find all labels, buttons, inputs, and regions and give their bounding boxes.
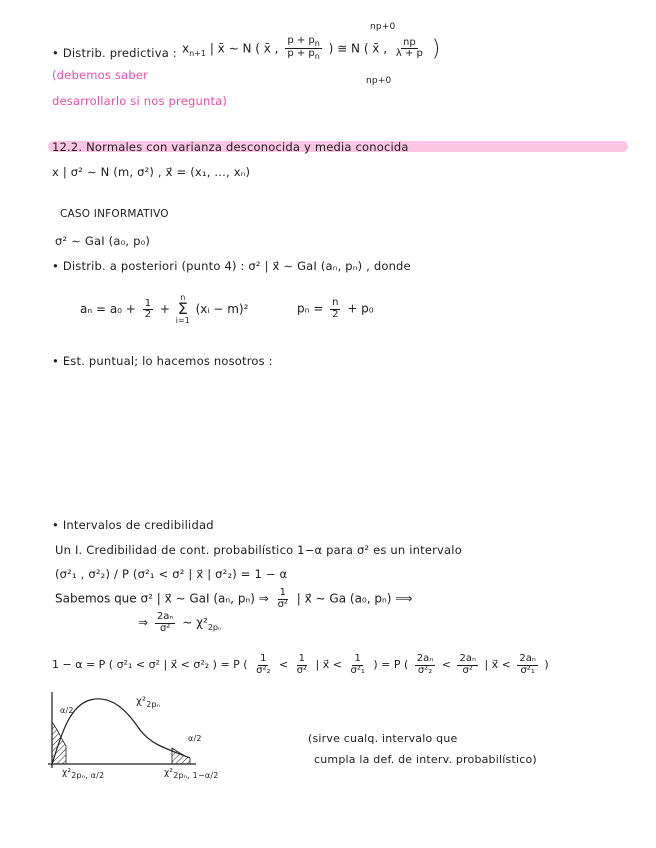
pf2-num: 1 — [298, 653, 306, 664]
pf3-den: σ²₁ — [350, 664, 365, 676]
pf2-den: σ² — [296, 664, 308, 676]
half-num: 1 — [144, 297, 152, 309]
predictive-label: • Distrib. predictiva : — [52, 46, 177, 60]
model-line: x | σ² ∼ N (m, σ²) , x⃗ = (x₁, ..., xₙ) — [52, 165, 251, 179]
pg1-num: 2aₙ — [416, 653, 434, 664]
left-tail-label: α/2 — [60, 706, 74, 715]
prior-line: σ² ∼ GaI (a₀, p₀) — [55, 234, 151, 248]
prob-lt-1: < — [278, 658, 289, 671]
pf3-num: 1 — [354, 653, 361, 664]
interval-definition-1: Un I. Credibilidad de cont. probabilístico 1−α para σ² es un intervalo — [55, 543, 462, 557]
pn-lhs: pₙ = — [297, 301, 324, 316]
frac-num-sub: n — [314, 39, 320, 48]
pn-rhs: + p₀ — [347, 301, 374, 316]
half-den: 2 — [144, 309, 152, 321]
pf1-num: 1 — [260, 653, 267, 664]
sabemos-rest: | x⃗ ∼ Ga (a₀, pₙ) ⟹ — [296, 591, 413, 606]
inverse-num: 1 — [279, 587, 286, 598]
np-annotation-bottom: np+0 — [366, 76, 392, 86]
chi-den: σ² — [159, 622, 171, 634]
x-var: x — [182, 41, 190, 56]
approx-num: np — [403, 36, 416, 48]
np-annotation-top: np+0 — [370, 22, 396, 32]
curve-label-sub: 2pₙ — [146, 700, 161, 709]
x-right-text: χ² — [164, 768, 174, 778]
pn-num: n — [332, 297, 339, 308]
x-left-text: χ² — [62, 768, 72, 778]
prob-lhs: 1 − α = P ( σ²₁ < σ² | x⃗ < σ²₂ ) = P ( — [52, 658, 248, 671]
interval-definition-2: (σ²₁ , σ²₂) / P (σ²₁ < σ² | x⃗ | σ²₂) = 1 − α — [55, 567, 288, 581]
point-estimate-line: • Est. puntual; lo hacemos nosotros : — [52, 354, 273, 368]
prob-end: ) — [544, 658, 549, 671]
note-pink-1: (debemos saber — [52, 68, 149, 82]
prob-lt-2: < — [441, 658, 451, 671]
pn-den: 2 — [332, 308, 339, 320]
note-pink-2: desarrollarlo si nos pregunta) — [52, 94, 228, 108]
pg1-den: σ²₂ — [417, 664, 433, 676]
cond-text: | x̄ ∼ N ( x̄ , — [209, 41, 279, 56]
pg3-num: 2aₙ — [519, 653, 536, 664]
intervals-title: • Intervalos de credibilidad — [52, 518, 214, 532]
side-note-2: cumpla la def. de interv. probabilístico) — [314, 753, 537, 766]
pg2-den: σ² — [462, 664, 473, 676]
inverse-den: σ² — [277, 598, 288, 610]
section-heading: 12.2. Normales con varianza desconocida y media conocida — [52, 140, 409, 154]
prob-eq: ) = P ( — [373, 658, 409, 671]
frac-den: p + p — [287, 48, 315, 60]
sum-body: (xᵢ − m)² — [195, 302, 249, 317]
an-lhs: aₙ = a₀ + — [80, 302, 136, 317]
sum-top: n — [180, 293, 186, 302]
prob-mid: | x⃗ < — [315, 658, 342, 671]
prob-mid-2: | x⃗ < — [484, 658, 511, 671]
x-left-label — [62, 768, 104, 780]
pg3-den: σ²₁ — [520, 664, 535, 676]
implies-arrow: ⇒ — [138, 615, 149, 630]
frac-num: p + p — [287, 35, 315, 46]
right-tail-label: α/2 — [188, 734, 202, 743]
right-tail-shade — [172, 748, 190, 764]
close-paren: ) — [431, 36, 441, 62]
chi-num: 2aₙ — [156, 611, 174, 622]
x-left-sub: 2pₙ, α/2 — [71, 770, 105, 780]
caso-informativo: CASO INFORMATIVO — [60, 208, 169, 220]
chi-sub: 2pₙ — [207, 622, 222, 632]
sum-bottom: i=1 — [175, 315, 190, 325]
an-plus: + — [159, 302, 170, 317]
frac-den-sub: n — [314, 52, 320, 62]
curve-label-text: χ² — [136, 696, 147, 707]
x-right-sub: 2pₙ, 1−α/2 — [173, 770, 219, 780]
curve-label — [136, 696, 160, 709]
chi-rhs: ∼ χ² — [182, 615, 208, 630]
sigma-glyph: Σ — [177, 299, 188, 319]
posterior-line: • Distrib. a posteriori (punto 4) : σ² | x⃗ ∼ GaI (aₙ, pₙ) , donde — [52, 259, 411, 273]
pg2-num: 2aₙ — [459, 653, 476, 664]
pf1-den: σ²₂ — [256, 664, 271, 676]
x-sub: n+1 — [189, 48, 206, 58]
sabemos-text: Sabemos que σ² | x⃗ ∼ GaI (aₙ, pₙ) ⇒ — [55, 591, 269, 606]
approx-den: λ + p — [395, 48, 423, 60]
x-right-label — [164, 768, 219, 780]
side-note-1: (sirve cualq. intervalo que — [308, 732, 458, 745]
approx-text: ) ≅ N ( x̄ , — [328, 41, 388, 56]
